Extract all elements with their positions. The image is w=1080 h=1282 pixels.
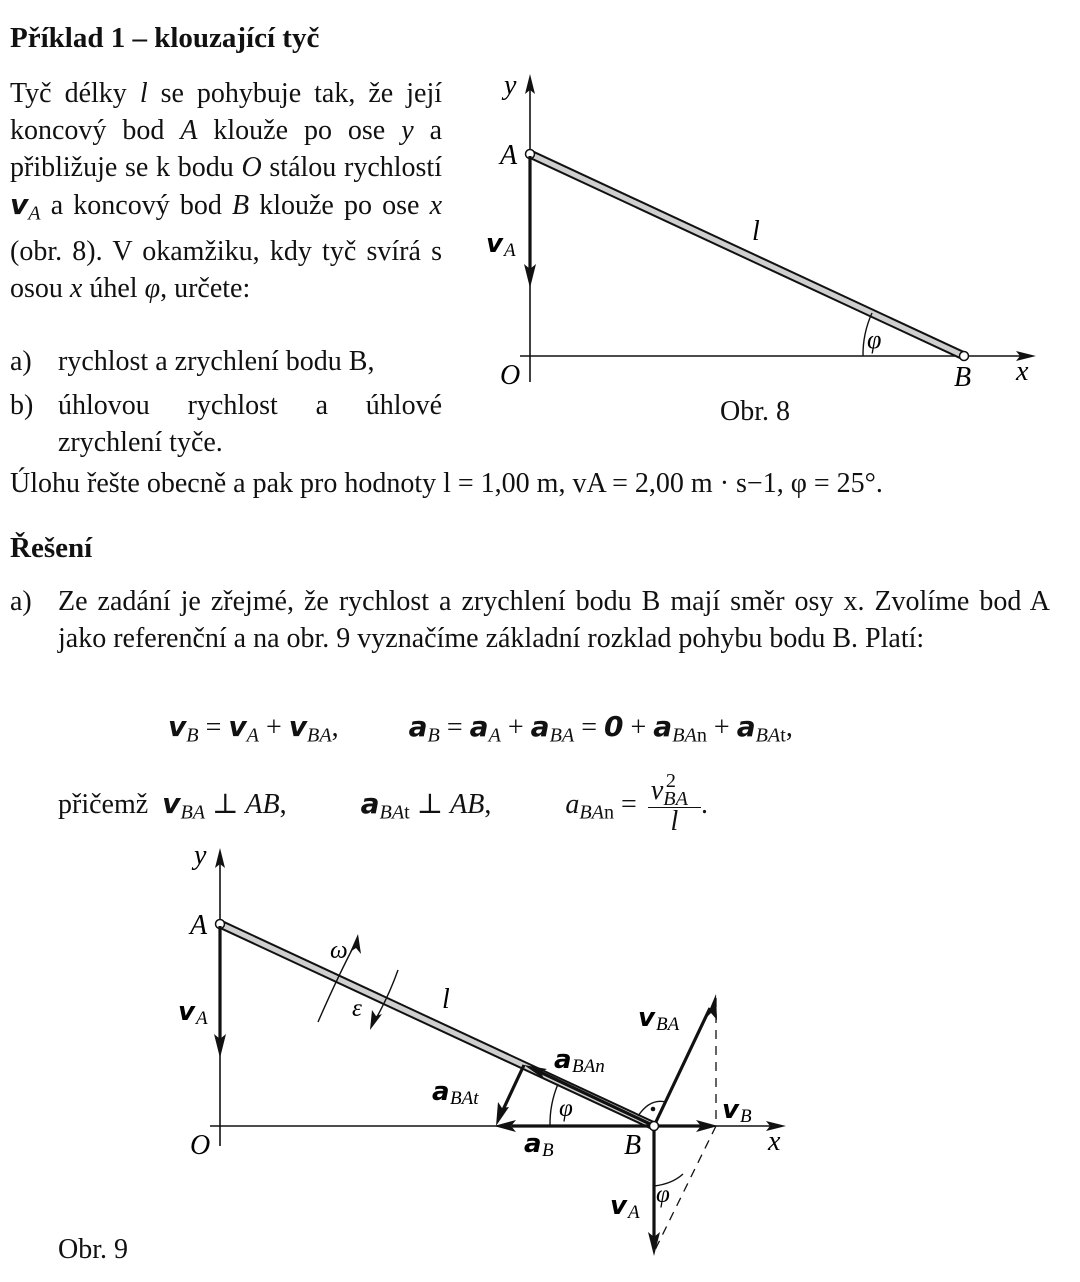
figure-9 — [150, 836, 810, 1266]
label-vA-B: v — [610, 1191, 627, 1221]
label-aB: a — [524, 1129, 542, 1159]
label-x: x — [1016, 356, 1029, 387]
label-A: A — [500, 140, 518, 171]
point-B — [960, 352, 969, 361]
aBAn-arrow — [540, 1072, 650, 1124]
label-A: A — [190, 910, 208, 941]
figure-9-caption: Obr. 9 — [58, 1234, 128, 1265]
label-aB-sub: B — [542, 1140, 554, 1161]
figure-8-caption: Obr. 8 — [720, 396, 790, 427]
label-vA-B-sub: A — [628, 1202, 640, 1223]
label-O: O — [500, 360, 521, 391]
aBAt-arrow — [502, 1065, 524, 1112]
label-y: y — [504, 70, 517, 101]
label-phi-bottom: φ — [656, 1181, 670, 1208]
label-vA: v — [486, 229, 503, 259]
problem-item-b: b) úhlovou rychlost a úhlové zrychlení tyče. — [10, 390, 442, 458]
label-vBA: v — [638, 1003, 655, 1033]
solution-item-a: a) Ze zadání je zřejmé, že rychlost a zrychlení bodu B mají směr osy x. Zvolíme bod A jako referenční a na obr. 9 vyznačíme základní rozklad pohybu bodu B. Platí: — [10, 586, 1050, 654]
problem-statement: Tyč délky l se pohybuje tak, že její koncový bod A klouže po ose y a přibližuje se k bodu O stálou rychlostí $v_A$ a koncový bod B klouže po ose x (obr. 8). V okamžiku, kdy tyč svírá s osou x úhel φ, určete: — [10, 78, 442, 304]
label-vB: v — [722, 1095, 739, 1125]
label-vA: v — [178, 997, 195, 1027]
problem-item-a: a) rychlost a zrychlení bodu B, — [10, 346, 375, 377]
label-l: l — [752, 216, 760, 247]
label-B: B — [624, 1130, 642, 1161]
solution-heading: Řešení — [10, 532, 93, 564]
equation-2: přičemž $v_{BA}$ ⊥ AB, $a_{BAt}$ ⊥ AB, $a_{BAn}$ = $v_{BA}^2$ l . — [58, 770, 708, 837]
values-line: Úlohu řešte obecně a pak pro hodnoty l = 1,00 m, vA = 2,00 m · s−1, φ = 25°. — [10, 468, 883, 499]
label-vB-sub: B — [740, 1106, 752, 1127]
label-epsilon: ε — [352, 995, 362, 1022]
label-vA-sub: A — [196, 1008, 208, 1029]
problem-heading: Příklad 1 – klouzající tyč — [10, 22, 320, 54]
vA-symbol: $v_A$ — [10, 188, 41, 225]
label-x: x — [768, 1126, 781, 1157]
label-aBAn: a — [554, 1045, 572, 1075]
equation-1: $v_B = v_A + v_{BA}$, $a_B = a_A + a_{BA} = 0 + a_{BAn} + a_{BAt}$, — [168, 710, 793, 747]
label-aBAn-sub: BAn — [572, 1056, 605, 1077]
label-O: O — [190, 1130, 211, 1161]
label-phi-B: φ — [559, 1095, 573, 1122]
label-omega: ω — [330, 937, 348, 964]
label-vBA-sub: BA — [656, 1014, 680, 1035]
label-B: B — [954, 362, 972, 393]
point-B — [650, 1122, 659, 1131]
label-y: y — [194, 840, 207, 871]
label-vA-sub: A — [504, 240, 516, 261]
figure-8 — [470, 60, 1050, 440]
label-aBAt: a — [432, 1077, 450, 1107]
label-phi: φ — [867, 325, 882, 354]
label-l: l — [442, 984, 450, 1015]
label-aBAt-sub: BAt — [450, 1088, 479, 1109]
